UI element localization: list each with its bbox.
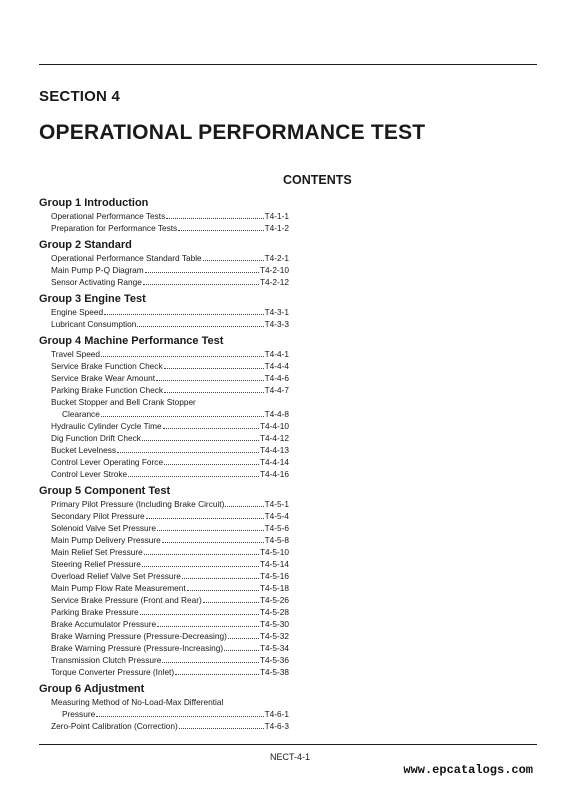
toc-entry-page: T4-5-38 xyxy=(259,667,289,677)
toc-entry-page: T4-2-10 xyxy=(259,265,289,275)
dot-leader xyxy=(179,728,264,729)
toc-entry-label: Secondary Pilot Pressure xyxy=(51,511,145,521)
bottom-rule xyxy=(39,744,537,745)
toc-entry-label: Transmission Clutch Pressure xyxy=(51,655,162,665)
toc-entry[interactable] xyxy=(39,720,289,732)
top-rule xyxy=(39,64,537,65)
toc-group xyxy=(39,196,289,234)
dot-leader xyxy=(164,464,259,465)
toc-entry-page: T4-5-4 xyxy=(264,511,289,521)
toc-entry-page: T4-2-1 xyxy=(264,253,289,263)
toc-entry-label: Travel Speed xyxy=(51,349,101,359)
toc-entry-page: T4-4-10 xyxy=(259,421,289,431)
toc-entry-label: Operational Performance Standard Table xyxy=(51,253,202,263)
toc-entry-page: T4-3-1 xyxy=(264,307,289,317)
toc-entry-label: Torque Converter Pressure (Inlet) xyxy=(51,667,175,677)
toc-entry[interactable] xyxy=(39,264,289,276)
dot-leader xyxy=(164,392,264,393)
toc-entry-label: Brake Accumulator Pressure xyxy=(51,619,157,629)
toc-group-title: Group 3 Engine Test xyxy=(39,293,146,305)
toc-entry-page: T4-5-18 xyxy=(259,583,289,593)
toc-entry-label-continued: Pressure xyxy=(62,709,96,719)
toc-group xyxy=(39,292,289,330)
toc-entry[interactable] xyxy=(39,396,289,408)
toc-entry-label: Lubricant Consumption xyxy=(51,319,137,329)
toc-entry-continuation[interactable] xyxy=(39,408,289,420)
dot-leader xyxy=(187,590,259,591)
toc-entry-page: T4-5-16 xyxy=(259,571,289,581)
toc-group xyxy=(39,334,289,480)
toc-entry-label: Sensor Activating Range xyxy=(51,277,142,287)
toc-entry-label: Steering Relief Pressure xyxy=(51,559,141,569)
toc-entry-label: Parking Brake Pressure xyxy=(51,607,139,617)
contents-heading: CONTENTS xyxy=(283,173,352,187)
dot-leader xyxy=(142,566,259,567)
toc-entry[interactable] xyxy=(39,558,289,570)
dot-leader xyxy=(162,542,264,543)
toc-entry-label: Control Lever Operating Force xyxy=(51,457,164,467)
toc-entry[interactable] xyxy=(39,468,289,480)
toc-entry[interactable] xyxy=(39,522,289,534)
toc-entry-label: Main Pump P-Q Diagram xyxy=(51,265,144,275)
toc-entry-page: T4-4-6 xyxy=(264,373,289,383)
toc-entry[interactable] xyxy=(39,510,289,522)
toc-entry[interactable] xyxy=(39,696,289,708)
toc-entry-label: Overload Relief Valve Set Pressure xyxy=(51,571,181,581)
toc-entry-page: T4-4-13 xyxy=(259,445,289,455)
toc-entry-page: T4-5-28 xyxy=(259,607,289,617)
toc-entry-page: T4-4-14 xyxy=(259,457,289,467)
toc-entry-label: Zero-Point Calibration (Correction) xyxy=(51,721,178,731)
toc-entry-label: Main Pump Delivery Pressure xyxy=(51,535,161,545)
dot-leader xyxy=(101,356,264,357)
dot-leader xyxy=(228,638,259,639)
toc-entry-label: Main Pump Flow Rate Measurement xyxy=(51,583,186,593)
dot-leader xyxy=(96,716,263,717)
toc-entry[interactable] xyxy=(39,432,289,444)
dot-leader xyxy=(101,416,264,417)
toc-entry-label: Service Brake Function Check xyxy=(51,361,163,371)
toc-entry-label: Operational Performance Tests xyxy=(51,211,166,221)
toc-entry[interactable] xyxy=(39,360,289,372)
toc-entry-label: Parking Brake Function Check xyxy=(51,385,164,395)
toc-entry-page: T4-6-1 xyxy=(264,709,289,719)
dot-leader xyxy=(203,260,264,261)
toc-entry[interactable] xyxy=(39,276,289,288)
dot-leader xyxy=(157,530,264,531)
toc-entry-page: T4-5-1 xyxy=(264,499,289,509)
page-number: NECT-4-1 xyxy=(270,752,311,762)
toc-entry-page: T4-4-1 xyxy=(264,349,289,359)
toc-entry-page: T4-5-10 xyxy=(259,547,289,557)
toc-entry-page: T4-5-14 xyxy=(259,559,289,569)
toc-entry-page: T4-5-32 xyxy=(259,631,289,641)
toc-entry-page: T4-5-26 xyxy=(259,595,289,605)
toc-entry[interactable] xyxy=(39,210,289,222)
toc-entry[interactable] xyxy=(39,318,289,330)
dot-leader xyxy=(182,578,259,579)
toc-entry[interactable] xyxy=(39,252,289,264)
toc-entry[interactable] xyxy=(39,384,289,396)
dot-leader xyxy=(145,272,259,273)
toc-entry-page: T4-5-6 xyxy=(264,523,289,533)
toc-entry-label: Brake Warning Pressure (Pressure-Decreasing) xyxy=(51,631,227,641)
toc-entry-label: Bucket Levelness xyxy=(51,445,117,455)
toc-entry-page: T4-4-4 xyxy=(264,361,289,371)
dot-leader xyxy=(225,506,263,507)
dot-leader xyxy=(137,326,263,327)
dot-leader xyxy=(162,662,259,663)
toc-group-title: Group 5 Component Test xyxy=(39,485,171,497)
dot-leader xyxy=(166,218,263,219)
dot-leader xyxy=(156,380,263,381)
toc-entry[interactable] xyxy=(39,666,289,678)
toc-entry[interactable] xyxy=(39,420,289,432)
toc-entry[interactable] xyxy=(39,306,289,318)
toc-entry[interactable] xyxy=(39,348,289,360)
dot-leader xyxy=(203,602,259,603)
toc-entry[interactable] xyxy=(39,594,289,606)
toc-entry-page: T4-4-8 xyxy=(264,409,289,419)
dot-leader xyxy=(143,284,259,285)
dot-leader xyxy=(104,314,263,315)
toc-entry-page: T4-1-2 xyxy=(264,223,289,233)
toc-entry-page: T4-4-16 xyxy=(259,469,289,479)
dot-leader xyxy=(142,440,259,441)
toc-entry-label: Service Brake Pressure (Front and Rear) xyxy=(51,595,202,605)
toc-entry-label: Engine Speed xyxy=(51,307,104,317)
toc-entry-page: T4-6-3 xyxy=(264,721,289,731)
toc-entry[interactable] xyxy=(39,444,289,456)
dot-leader xyxy=(117,452,259,453)
toc-group-title: Group 6 Adjustment xyxy=(39,683,145,695)
table-of-contents xyxy=(39,196,289,736)
toc-entry-continuation[interactable] xyxy=(39,708,289,720)
toc-entry-label: Hydraulic Cylinder Cycle Time xyxy=(51,421,162,431)
dot-leader xyxy=(224,650,259,651)
toc-entry[interactable] xyxy=(39,222,289,234)
toc-entry-label: Control Lever Stroke xyxy=(51,469,128,479)
toc-entry-page: T4-4-7 xyxy=(264,385,289,395)
dot-leader xyxy=(128,476,259,477)
toc-entry[interactable] xyxy=(39,654,289,666)
dot-leader xyxy=(175,674,259,675)
toc-entry[interactable] xyxy=(39,642,289,654)
page-title: OPERATIONAL PERFORMANCE TEST xyxy=(39,121,426,144)
dot-leader xyxy=(157,626,259,627)
toc-entry[interactable] xyxy=(39,618,289,630)
toc-entry[interactable] xyxy=(39,606,289,618)
toc-entry[interactable] xyxy=(39,498,289,510)
toc-entry-page: T4-1-1 xyxy=(264,211,289,221)
toc-entry[interactable] xyxy=(39,570,289,582)
dot-leader xyxy=(146,518,264,519)
toc-entry-label: Preparation for Performance Tests xyxy=(51,223,178,233)
toc-entry-label: Solenoid Valve Set Pressure xyxy=(51,523,156,533)
toc-group-title: Group 1 Introduction xyxy=(39,197,149,209)
toc-entry-page: T4-4-12 xyxy=(259,433,289,443)
toc-entry[interactable] xyxy=(39,372,289,384)
watermark-url: www.epcatalogs.com xyxy=(403,763,533,777)
toc-group-title: Group 4 Machine Performance Test xyxy=(39,335,224,347)
toc-entry-label: Bucket Stopper and Bell Crank Stopper xyxy=(51,397,196,407)
toc-entry[interactable] xyxy=(39,534,289,546)
toc-entry-label: Measuring Method of No-Load-Max Differential xyxy=(51,697,224,707)
toc-entry-page: T4-3-3 xyxy=(264,319,289,329)
dot-leader xyxy=(164,368,264,369)
toc-entry-page: T4-5-8 xyxy=(264,535,289,545)
toc-entry-page: T4-5-34 xyxy=(259,643,289,653)
section-label: SECTION 4 xyxy=(39,88,120,105)
dot-leader xyxy=(144,554,259,555)
toc-entry-label: Dig Function Drift Check xyxy=(51,433,141,443)
toc-entry[interactable] xyxy=(39,456,289,468)
toc-entry-page: T4-2-12 xyxy=(259,277,289,287)
dot-leader xyxy=(178,230,263,231)
toc-group xyxy=(39,238,289,288)
toc-entry-label: Main Relief Set Pressure xyxy=(51,547,143,557)
toc-entry[interactable] xyxy=(39,582,289,594)
toc-entry-label: Brake Warning Pressure (Pressure-Increasing) xyxy=(51,643,224,653)
dot-leader xyxy=(140,614,259,615)
toc-entry[interactable] xyxy=(39,630,289,642)
toc-entry-label: Primary Pilot Pressure (Including Brake Circuit) xyxy=(51,499,225,509)
toc-entry[interactable] xyxy=(39,546,289,558)
dot-leader xyxy=(163,428,259,429)
toc-entry-page: T4-5-36 xyxy=(259,655,289,665)
toc-group xyxy=(39,484,289,678)
toc-group-title: Group 2 Standard xyxy=(39,239,132,251)
toc-entry-label-continued: Clearance xyxy=(62,409,100,419)
toc-entry-page: T4-5-30 xyxy=(259,619,289,629)
toc-entry-label: Service Brake Wear Amount xyxy=(51,373,156,383)
toc-group xyxy=(39,682,289,732)
